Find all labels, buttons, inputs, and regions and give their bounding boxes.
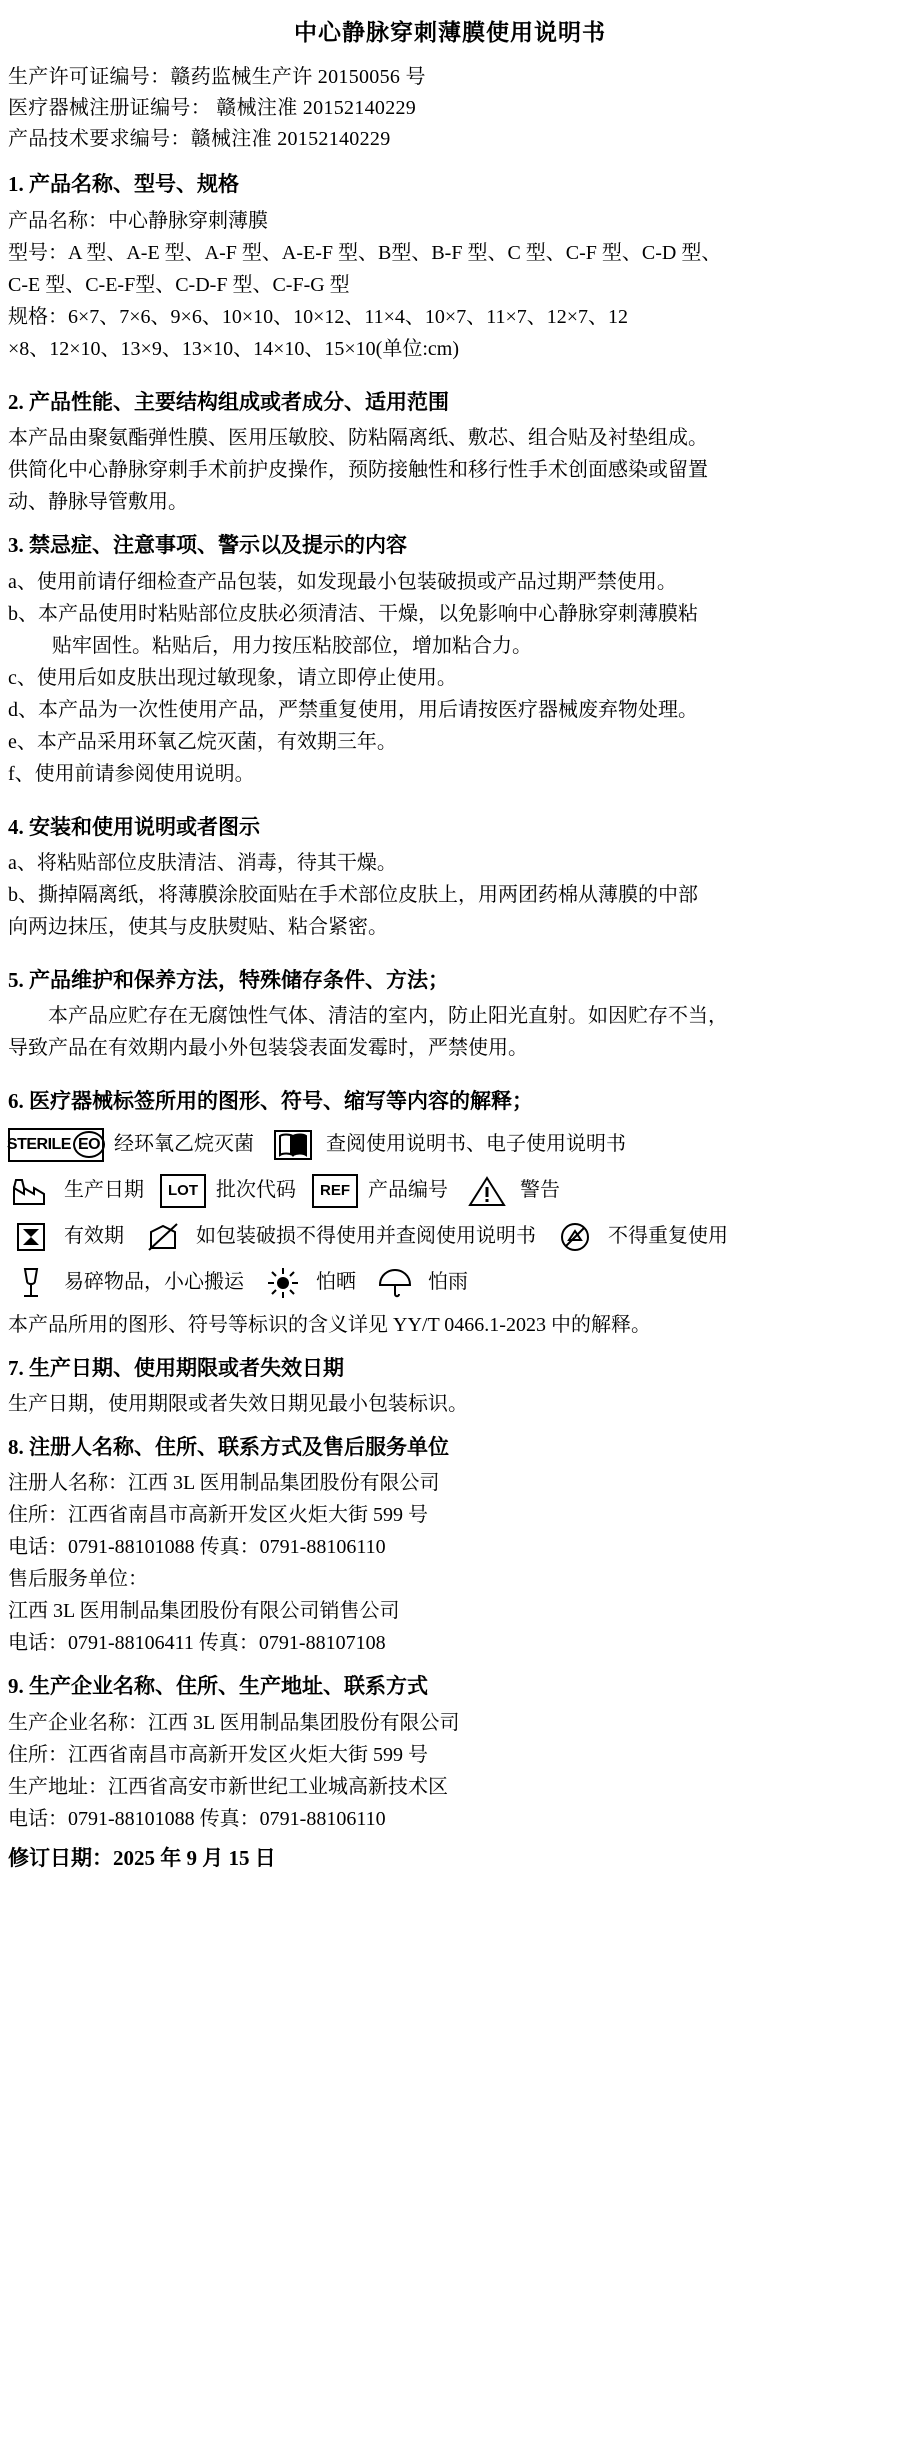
symbol-row-3 xyxy=(8,1219,892,1255)
symbol-label: 生产日期 xyxy=(64,1179,144,1202)
symbol-entry-do-not-reuse xyxy=(552,1219,734,1255)
symbol-entry-keep-away-from-sunlight xyxy=(260,1265,362,1301)
symbol-label: 有效期 xyxy=(64,1225,124,1248)
page-title: 中心静脉穿刺薄膜使用说明书 xyxy=(294,20,606,45)
lot-icon: LOT xyxy=(160,1174,206,1208)
symbol-label: 产品编号 xyxy=(368,1179,448,1202)
symbol-entry-keep-dry xyxy=(372,1265,474,1301)
section-7-line: 生产日期，使用期限或者失效日期见最小包装标识。 xyxy=(8,1393,468,1416)
section-3-item: e、本产品采用环氧乙烷灭菌，有效期三年。 xyxy=(8,730,397,753)
symbol-label: 查阅使用说明书、电子使用说明书 xyxy=(326,1133,626,1156)
symbol-row-1 xyxy=(8,1127,892,1163)
do-not-reuse-icon xyxy=(552,1219,598,1255)
section-3-item: b、本产品使用时粘贴部位皮肤必须清洁、干燥，以免影响中心静脉穿刺薄膜粘 xyxy=(8,602,698,625)
section-3-item: a、使用前请仔细检查产品包装，如发现最小包装破损或产品过期严禁使用。 xyxy=(8,570,677,593)
symbol-label: 怕晒 xyxy=(316,1271,356,1294)
section-8-line: 售后服务单位： xyxy=(8,1568,148,1591)
do-not-use-if-damaged-icon xyxy=(140,1219,186,1255)
section-3-item: c、使用后如皮肤出现过敏现象，请立即停止使用。 xyxy=(8,666,457,689)
section-5-line: 本产品应贮存在无腐蚀性气体、清洁的室内，防止阳光直射。如因贮存不当， xyxy=(48,1005,728,1028)
section-3-item: 贴牢固性。粘贴后，用力按压粘胶部位，增加粘合力。 xyxy=(52,634,532,657)
section-heading-6: 6. 医疗器械标签所用的图形、符号、缩写等内容的解释； xyxy=(8,1089,533,1114)
symbol-label: 不得重复使用 xyxy=(608,1225,728,1248)
symbol-label: 怕雨 xyxy=(428,1271,468,1294)
fragile-icon xyxy=(8,1265,54,1301)
manufacture-date-icon xyxy=(8,1173,54,1209)
section-8-line: 江西 3L 医用制品集团股份有限公司销售公司 xyxy=(8,1600,400,1623)
symbol-entry-lot xyxy=(160,1174,302,1208)
symbol-label: 如包装破损不得使用并查阅使用说明书 xyxy=(196,1225,536,1248)
symbol-entry-use-by-date xyxy=(8,1219,130,1255)
use-by-date-icon xyxy=(8,1219,54,1255)
registration-line: 医疗器械注册证编号： 赣械注准 20152140229 xyxy=(8,97,417,120)
symbol-label: 易碎物品，小心搬运 xyxy=(64,1271,244,1294)
section-2-line: 本产品由聚氨酯弹性膜、医用压敏胶、防粘隔离纸、敷芯、组合贴及衬垫组成。 xyxy=(8,427,708,450)
warning-icon xyxy=(464,1173,510,1209)
section-3-item: f、使用前请参阅使用说明。 xyxy=(8,762,255,785)
symbol-entry-do-not-use-if-damaged xyxy=(140,1219,542,1255)
symbol-entry-consult-ifu xyxy=(270,1127,632,1163)
section-heading-9: 9. 生产企业名称、住所、生产地址、联系方式 xyxy=(8,1674,428,1699)
registration-line: 产品技术要求编号：赣械注准 20152140229 xyxy=(8,128,391,151)
section-4-item: 向两边抹压，使其与皮肤熨贴、粘合紧密。 xyxy=(8,915,388,938)
section-heading-8: 8. 注册人名称、住所、联系方式及售后服务单位 xyxy=(8,1435,449,1460)
section-heading-2: 2. 产品性能、主要结构组成或者成分、适用范围 xyxy=(8,389,449,414)
section-2-line: 供简化中心静脉穿刺手术前护皮操作，预防接触性和移行性手术创面感染或留置 xyxy=(8,459,708,482)
ref-icon: REF xyxy=(312,1174,358,1208)
section-8-line: 电话：0791-88106411 传真：0791-88107108 xyxy=(8,1632,386,1655)
section-heading-7: 7. 生产日期、使用期限或者失效日期 xyxy=(8,1355,344,1380)
section-9-line: 生产地址：江西省高安市新世纪工业城高新技术区 xyxy=(8,1775,448,1798)
section-9-line: 电话：0791-88101088 传真：0791-88106110 xyxy=(8,1807,386,1830)
section-1-line: C-E 型、C-E-F型、C-D-F 型、C-F-G 型 xyxy=(8,273,350,296)
section-heading-1: 1. 产品名称、型号、规格 xyxy=(8,172,239,197)
section-3-item: d、本产品为一次性使用产品，严禁重复使用，用后请按医疗器械废弃物处理。 xyxy=(8,698,698,721)
symbol-row-4 xyxy=(8,1265,892,1301)
symbol-entry-warning xyxy=(464,1173,566,1209)
section-9-line: 生产企业名称：江西 3L 医用制品集团股份有限公司 xyxy=(8,1711,460,1734)
section-1-line: 型号：A 型、A-E 型、A-F 型、A-E-F 型、B型、B-F 型、C 型、C-F 型、C-D 型、 xyxy=(8,241,722,264)
symbol-row-2 xyxy=(8,1173,892,1209)
section-4-item: a、将粘贴部位皮肤清洁、消毒，待其干燥。 xyxy=(8,851,397,874)
symbol-entry-sterile-eo xyxy=(8,1128,260,1162)
symbol-entry-ref xyxy=(312,1174,454,1208)
sterile-eo-icon: STERILE EO xyxy=(8,1128,104,1162)
keep-dry-icon xyxy=(372,1265,418,1301)
section-heading-5: 5. 产品维护和保养方法，特殊储存条件、方法； xyxy=(8,967,449,992)
section-1-line: 产品名称：中心静脉穿刺薄膜 xyxy=(8,209,268,232)
section-8-line: 住所：江西省南昌市高新开发区火炬大街 599 号 xyxy=(8,1504,428,1527)
section-heading-3: 3. 禁忌症、注意事项、警示以及提示的内容 xyxy=(8,533,407,558)
symbol-label: 经环氧乙烷灭菌 xyxy=(114,1133,254,1156)
symbol-entry-fragile xyxy=(8,1265,250,1301)
section-8-line: 注册人名称：江西 3L 医用制品集团股份有限公司 xyxy=(8,1472,440,1495)
section-8-line: 电话：0791-88101088 传真：0791-88106110 xyxy=(8,1536,386,1559)
revision-date: 修订日期：2025 年 9 月 15 日 xyxy=(8,1845,276,1870)
section-heading-4: 4. 安装和使用说明或者图示 xyxy=(8,814,260,839)
section-1-line: 规格：6×7、7×6、9×6、10×10、10×12、11×4、10×7、11×7、12×7、12 xyxy=(8,305,629,328)
section-9-line: 住所：江西省南昌市高新开发区火炬大街 599 号 xyxy=(8,1743,428,1766)
symbol-label: 批次代码 xyxy=(216,1179,296,1202)
section-2-line: 动、静脉导管敷用。 xyxy=(8,491,188,514)
registration-line: 生产许可证编号：赣药监械生产许 20150056 号 xyxy=(8,66,426,89)
section-4-item: b、撕掉隔离纸，将薄膜涂胶面贴在手术部位皮肤上，用两团药棉从薄膜的中部 xyxy=(8,883,698,906)
symbol-footnote: 本产品所用的图形、符号等标识的含义详见 YY/T 0466.1-2023 中的解释。 xyxy=(8,1313,651,1336)
keep-away-from-sunlight-icon xyxy=(260,1265,306,1301)
symbol-label: 警告 xyxy=(520,1179,560,1202)
symbol-entry-manufacture-date xyxy=(8,1173,150,1209)
registration-block xyxy=(8,63,892,154)
section-1-line: ×8、12×10、13×9、13×10、14×10、15×10(单位:cm) xyxy=(8,337,459,360)
consult-ifu-icon xyxy=(270,1127,316,1163)
section-5-line: 导致产品在有效期内最小外包装袋表面发霉时，严禁使用。 xyxy=(8,1037,528,1060)
